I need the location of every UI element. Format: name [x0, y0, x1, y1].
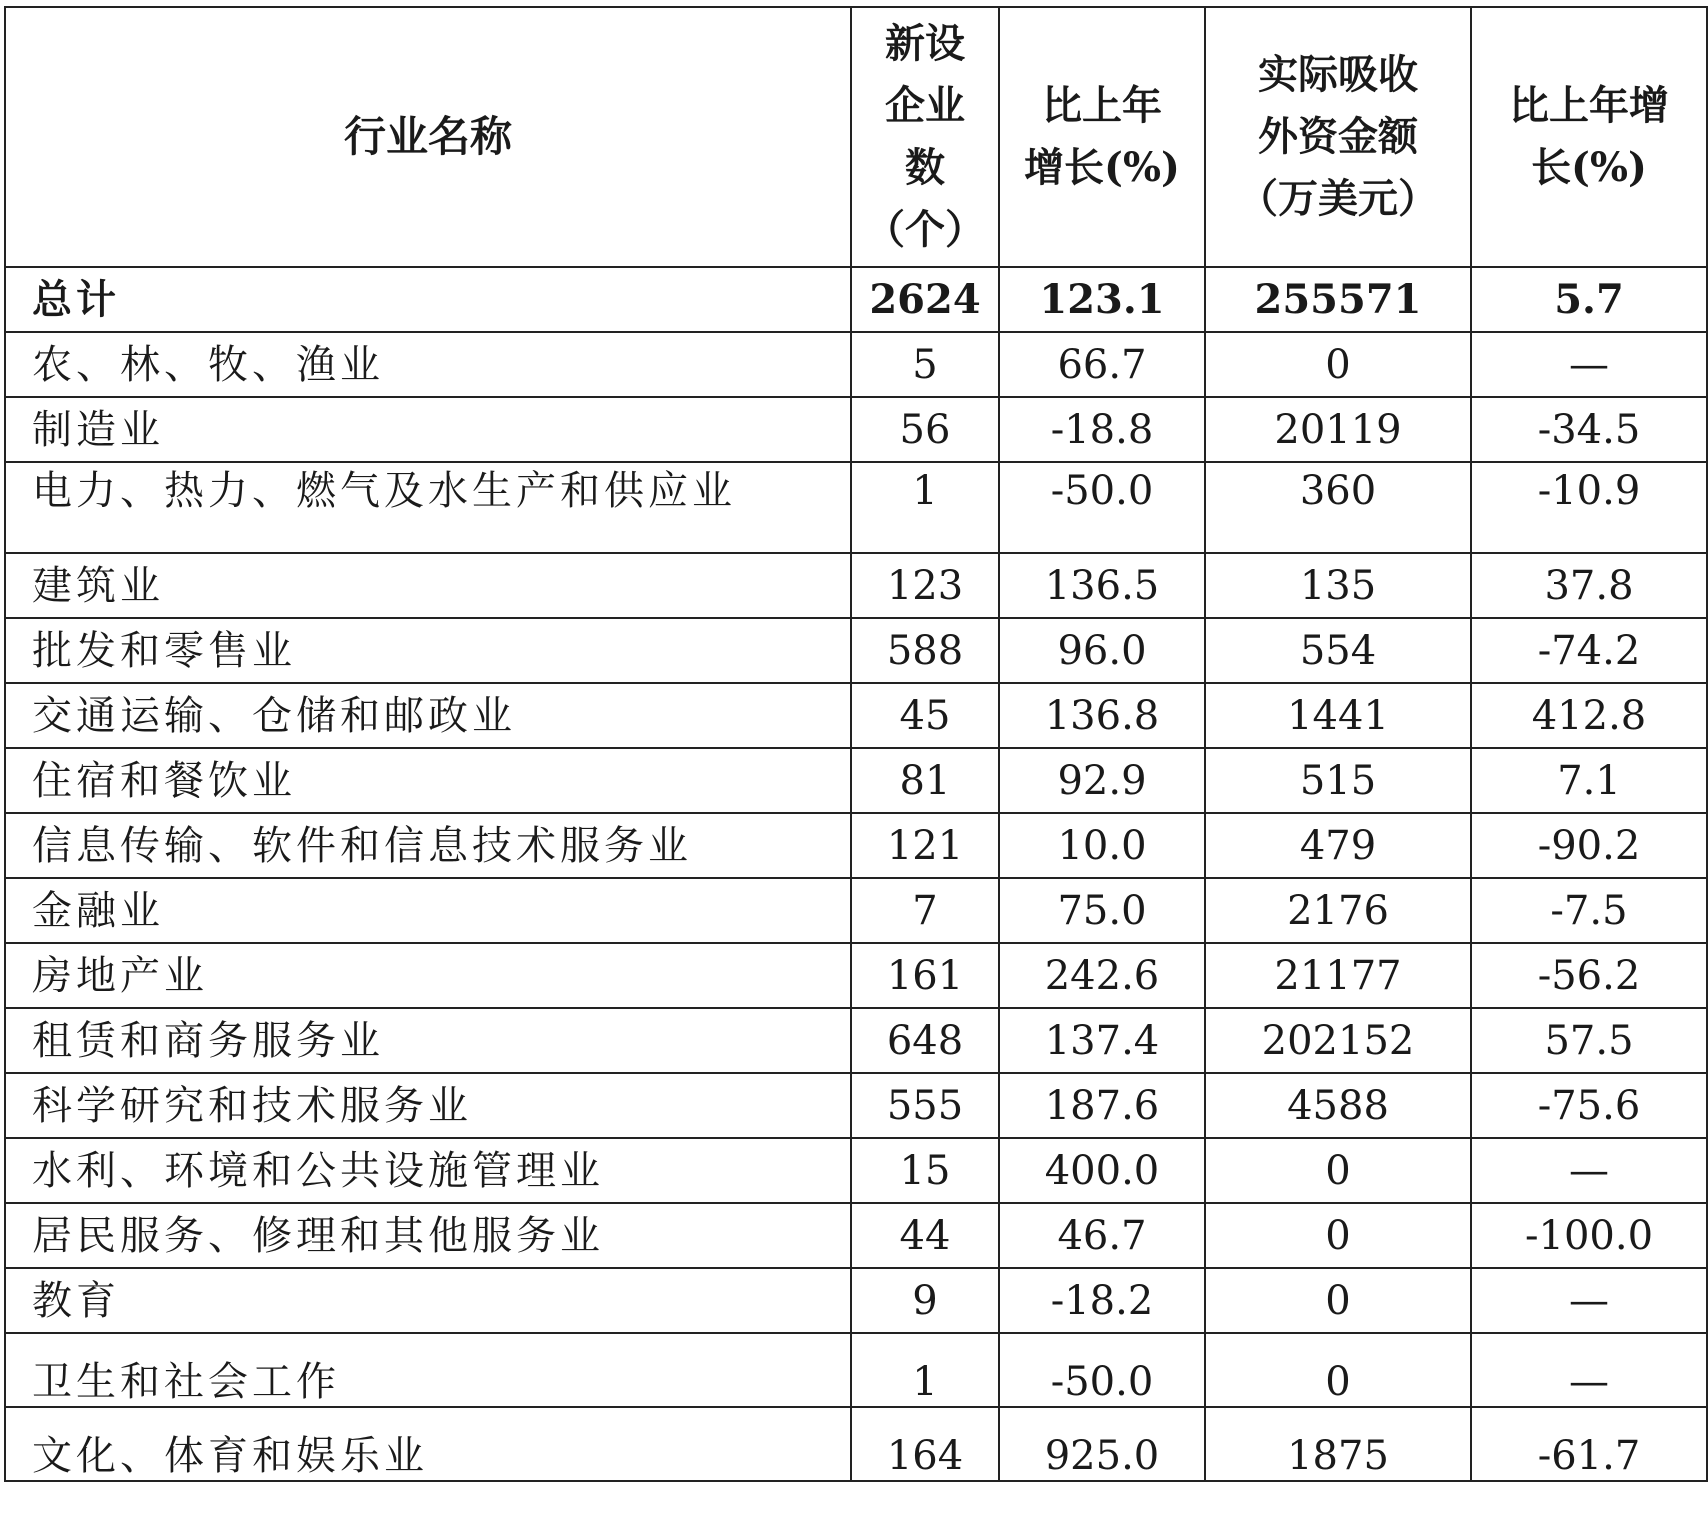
new-firms: 56 — [851, 397, 999, 462]
actual-fdi: 20119 — [1205, 397, 1471, 462]
actual-fdi-growth: -7.5 — [1471, 878, 1707, 943]
actual-fdi: 0 — [1205, 1203, 1471, 1268]
industry-fdi-table — [4, 6, 1708, 1482]
new-firms: 1 — [851, 462, 999, 553]
table-row — [5, 462, 1707, 553]
table-row — [5, 878, 1707, 943]
table-row — [5, 1268, 1707, 1333]
actual-fdi-growth: — — [1471, 1138, 1707, 1203]
industry-name: 金融业 — [5, 878, 851, 943]
new-firms-growth: 187.6 — [999, 1073, 1205, 1138]
actual-fdi: 21177 — [1205, 943, 1471, 1008]
total-actual-fdi: 255571 — [1205, 267, 1471, 332]
new-firms: 5 — [851, 332, 999, 397]
header-actual-fdi: 实际吸收 外资金额 （万美元） — [1205, 7, 1471, 267]
industry-name: 信息传输、软件和信息技术服务业 — [5, 813, 851, 878]
industry-name: 科学研究和技术服务业 — [5, 1073, 851, 1138]
new-firms-growth: -50.0 — [999, 462, 1205, 553]
new-firms-growth: 242.6 — [999, 943, 1205, 1008]
new-firms-growth: 136.5 — [999, 553, 1205, 618]
table-row — [5, 683, 1707, 748]
industry-name: 房地产业 — [5, 943, 851, 1008]
new-firms: 121 — [851, 813, 999, 878]
new-firms: 9 — [851, 1268, 999, 1333]
new-firms-growth: 136.8 — [999, 683, 1205, 748]
header-actual-fdi-growth: 比上年增 长(%) — [1471, 7, 1707, 267]
actual-fdi-growth: -90.2 — [1471, 813, 1707, 878]
actual-fdi: 479 — [1205, 813, 1471, 878]
industry-name: 制造业 — [5, 397, 851, 462]
industry-name: 居民服务、修理和其他服务业 — [5, 1203, 851, 1268]
industry-name: 文化、体育和娱乐业 — [5, 1407, 851, 1481]
new-firms: 555 — [851, 1073, 999, 1138]
industry-name: 住宿和餐饮业 — [5, 748, 851, 813]
new-firms: 15 — [851, 1138, 999, 1203]
table-row — [5, 553, 1707, 618]
new-firms: 588 — [851, 618, 999, 683]
actual-fdi: 360 — [1205, 462, 1471, 553]
actual-fdi-growth: 37.8 — [1471, 553, 1707, 618]
actual-fdi: 554 — [1205, 618, 1471, 683]
total-row — [5, 267, 1707, 332]
new-firms-growth: 400.0 — [999, 1138, 1205, 1203]
industry-name: 批发和零售业 — [5, 618, 851, 683]
actual-fdi: 515 — [1205, 748, 1471, 813]
table-row — [5, 1073, 1707, 1138]
actual-fdi: 4588 — [1205, 1073, 1471, 1138]
industry-name: 水利、环境和公共设施管理业 — [5, 1138, 851, 1203]
header-industry-name: 行业名称 — [5, 7, 851, 267]
actual-fdi: 0 — [1205, 1333, 1471, 1407]
new-firms-growth: -50.0 — [999, 1333, 1205, 1407]
table-row — [5, 943, 1707, 1008]
total-actual-fdi-growth: 5.7 — [1471, 267, 1707, 332]
new-firms-growth: 10.0 — [999, 813, 1205, 878]
header-new-firms-growth: 比上年 增长(%) — [999, 7, 1205, 267]
actual-fdi-growth: — — [1471, 332, 1707, 397]
industry-name: 农、林、牧、渔业 — [5, 332, 851, 397]
actual-fdi: 0 — [1205, 1268, 1471, 1333]
actual-fdi-growth: 57.5 — [1471, 1008, 1707, 1073]
new-firms: 44 — [851, 1203, 999, 1268]
table-row — [5, 748, 1707, 813]
actual-fdi-growth: -100.0 — [1471, 1203, 1707, 1268]
table-row — [5, 1333, 1707, 1407]
new-firms-growth: -18.2 — [999, 1268, 1205, 1333]
table-row — [5, 397, 1707, 462]
table-row — [5, 1138, 1707, 1203]
table-row — [5, 1008, 1707, 1073]
table-row — [5, 1407, 1707, 1481]
actual-fdi-growth: -61.7 — [1471, 1407, 1707, 1481]
header-row — [5, 7, 1707, 267]
actual-fdi: 135 — [1205, 553, 1471, 618]
total-label: 总计 — [5, 267, 851, 332]
actual-fdi: 0 — [1205, 332, 1471, 397]
actual-fdi: 1441 — [1205, 683, 1471, 748]
total-new-firms: 2624 — [851, 267, 999, 332]
actual-fdi-growth: -56.2 — [1471, 943, 1707, 1008]
new-firms: 161 — [851, 943, 999, 1008]
actual-fdi-growth: 412.8 — [1471, 683, 1707, 748]
actual-fdi: 0 — [1205, 1138, 1471, 1203]
table-row — [5, 618, 1707, 683]
industry-name: 交通运输、仓储和邮政业 — [5, 683, 851, 748]
new-firms-growth: 46.7 — [999, 1203, 1205, 1268]
actual-fdi: 202152 — [1205, 1008, 1471, 1073]
industry-name: 电力、热力、燃气及水生产和供应业 — [5, 462, 851, 553]
new-firms: 81 — [851, 748, 999, 813]
new-firms: 45 — [851, 683, 999, 748]
actual-fdi-growth: — — [1471, 1268, 1707, 1333]
actual-fdi-growth: 7.1 — [1471, 748, 1707, 813]
new-firms-growth: 96.0 — [999, 618, 1205, 683]
actual-fdi-growth: -10.9 — [1471, 462, 1707, 553]
new-firms: 1 — [851, 1333, 999, 1407]
actual-fdi-growth: -75.6 — [1471, 1073, 1707, 1138]
new-firms-growth: 92.9 — [999, 748, 1205, 813]
header-new-firms: 新设 企业 数 （个） — [851, 7, 999, 267]
new-firms-growth: 66.7 — [999, 332, 1205, 397]
new-firms: 7 — [851, 878, 999, 943]
industry-name: 建筑业 — [5, 553, 851, 618]
actual-fdi-growth: — — [1471, 1333, 1707, 1407]
industry-name: 卫生和社会工作 — [5, 1333, 851, 1407]
table-row — [5, 813, 1707, 878]
new-firms: 123 — [851, 553, 999, 618]
actual-fdi: 2176 — [1205, 878, 1471, 943]
actual-fdi-growth: -34.5 — [1471, 397, 1707, 462]
table-row — [5, 1203, 1707, 1268]
new-firms-growth: 75.0 — [999, 878, 1205, 943]
industry-name: 租赁和商务服务业 — [5, 1008, 851, 1073]
total-new-firms-growth: 123.1 — [999, 267, 1205, 332]
table-row — [5, 332, 1707, 397]
new-firms-growth: 925.0 — [999, 1407, 1205, 1481]
actual-fdi: 1875 — [1205, 1407, 1471, 1481]
actual-fdi-growth: -74.2 — [1471, 618, 1707, 683]
industry-name: 教育 — [5, 1268, 851, 1333]
new-firms: 648 — [851, 1008, 999, 1073]
new-firms-growth: -18.8 — [999, 397, 1205, 462]
new-firms: 164 — [851, 1407, 999, 1481]
new-firms-growth: 137.4 — [999, 1008, 1205, 1073]
